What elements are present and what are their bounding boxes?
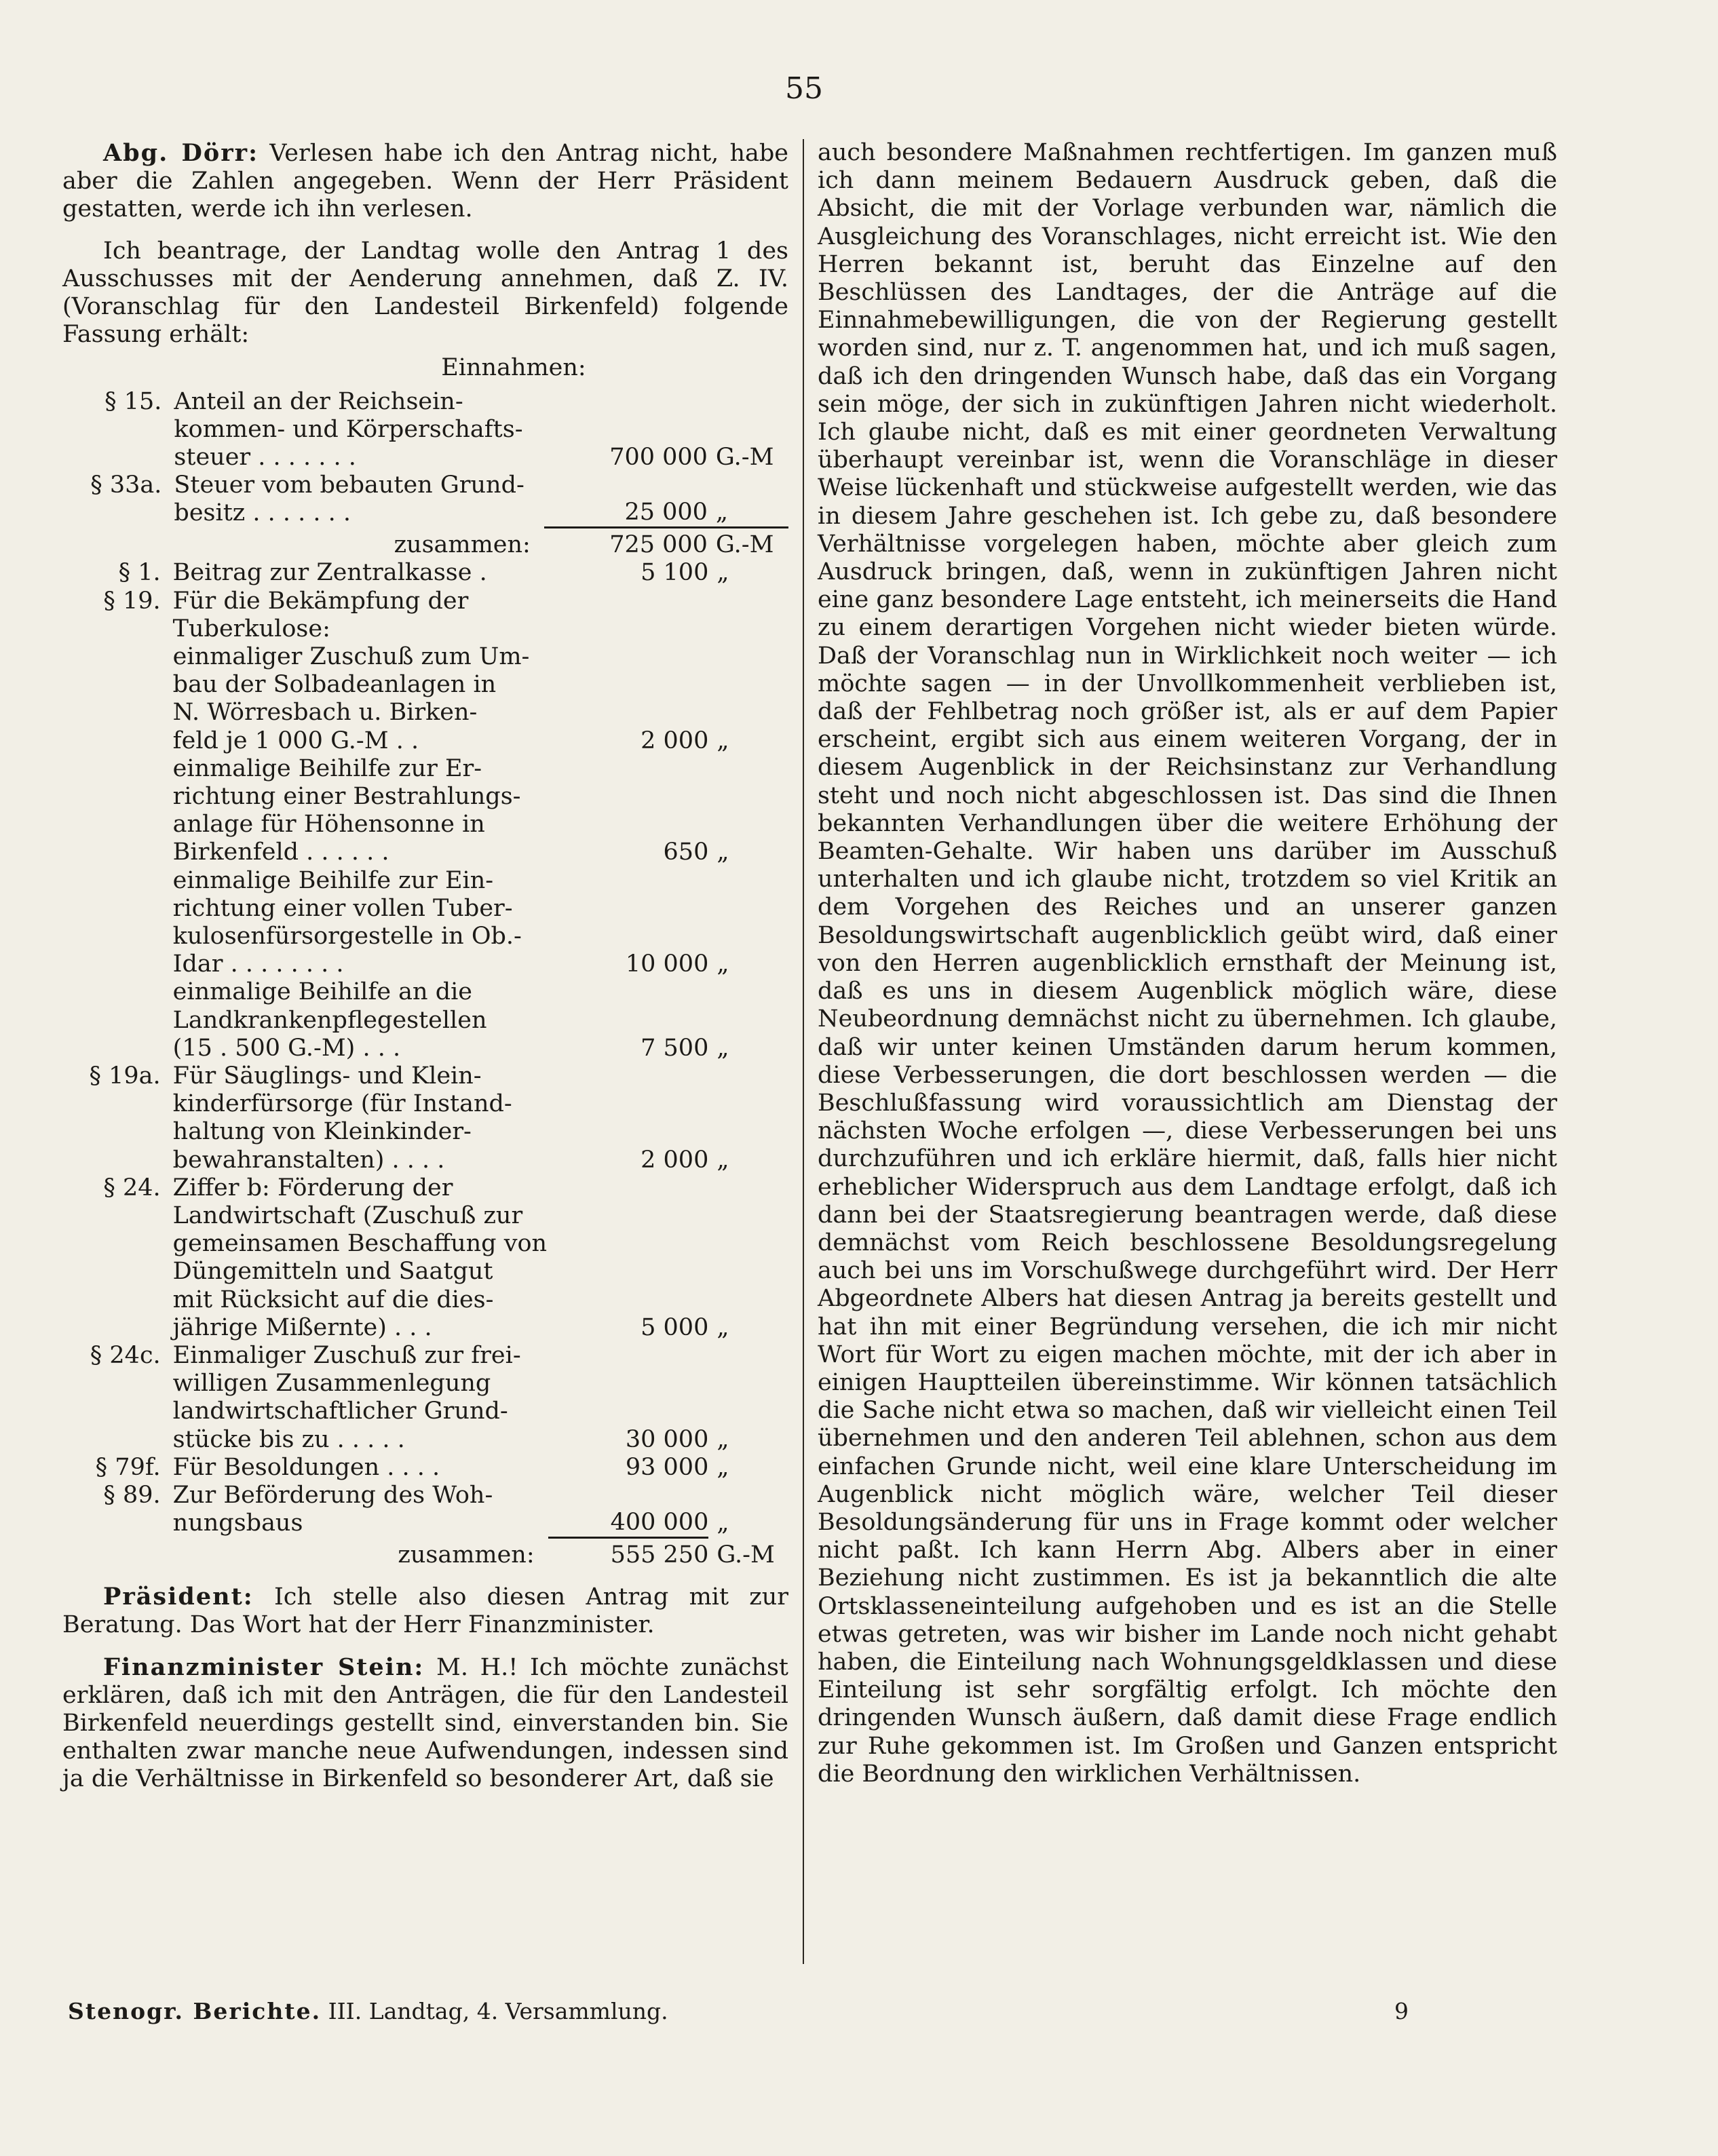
right-column	[818, 139, 1557, 1788]
budget-description-line: steuer . . . . . . .	[174, 444, 356, 471]
paragraph-motion: Ich beantrage, der Landtag wolle den Antrag 1 des Ausschusses mit der Aenderung annehmen, daß Z. IV. (Voranschlag für den Landesteil Birkenfeld) folgende Fassung erhält:	[62, 237, 788, 349]
budget-description-line: kommen- und Körperschafts-	[174, 415, 523, 443]
budget-section-number	[62, 978, 173, 1062]
budget-description-line: Für Säuglings- und Klein-	[172, 1062, 482, 1090]
budget-description	[173, 1482, 548, 1537]
budget-description	[174, 471, 543, 527]
footer-publication	[68, 1998, 668, 2024]
budget-unit: „	[717, 1509, 729, 1537]
budget-description-line: stücke bis zu . . . . .	[172, 1425, 405, 1453]
expense-total-row	[62, 1537, 788, 1569]
budget-unit: „	[717, 839, 729, 866]
budget-description	[173, 588, 548, 643]
speaker-doerr: Abg. Dörr:	[103, 139, 259, 167]
budget-amount	[548, 588, 709, 643]
budget-description	[173, 755, 548, 867]
budget-description-line: nungsbaus	[172, 1509, 303, 1537]
budget-description-line: kulosenfürsorgestelle in Ob.-	[172, 922, 522, 950]
expenses-row	[62, 755, 788, 867]
budget-unit: „	[717, 1313, 729, 1341]
budget-description-line: Düngemitteln und Saatgut	[172, 1258, 493, 1286]
budget-description-line: Beitrag zur Zentralkasse .	[172, 559, 487, 587]
speaker-finanzminister: Finanzminister Stein:	[103, 1653, 425, 1681]
expense-total-label: zusammen:	[398, 1541, 535, 1568]
budget-unit: „	[717, 559, 729, 587]
footer-signature-number: 9	[1394, 1998, 1409, 2024]
budget-description-line: landwirtschaftlicher Grund-	[172, 1398, 508, 1425]
expenses-row	[62, 588, 788, 643]
paragraph-praesident	[62, 1583, 788, 1639]
budget-amount: 25 000	[624, 498, 708, 526]
budget-section-number: § 89.	[103, 1482, 161, 1509]
budget-section-number: § 19a.	[89, 1062, 161, 1090]
expenses-row	[62, 867, 788, 979]
budget-amount: 7 500	[641, 1034, 709, 1062]
paragraph-finanzminister	[62, 1653, 788, 1794]
budget-unit: „	[717, 1146, 729, 1174]
paragraph-continued: auch besondere Maßnahmen rechtfertigen. Im ganzen muß ich dann meinem Bedauern Ausdruck geben, daß die Absicht, die mit der Vorlage verbunden war, nämlich die Ausgleichung des Voranschlages, nicht erreicht ist. Wie den Herren bekannt ist, beruht das Einzelne auf den Beschlüssen des Landtages, der die Anträge auf die Einnahmebewilligungen, die von der Regierung gestellt worden sind, nur z. T. angenommen hat, und ich muß sagen, daß ich den dringenden Wunsch habe, daß das ein Vorgang sein möge, der sich in zukünftigen Jahren nicht wiederholt. Ich glaube nicht, daß es mit einer geordneten Verwaltung überhaupt vereinbar ist, wenn die Voranschläge in dieser Weise lückenhaft und stückweise aufgestellt werden, wie das in diesem Jahre geschehen ist. Ich gebe zu, daß besondere Verhältnisse vorgelegen haben, möchte aber gleich zum Ausdruck bringen, daß, wenn in zukünftigen Jahren nicht eine ganz besondere Lage entsteht, ich meinerseits die Hand zu einem derartigen Vorgehen nicht wieder bieten würde. Daß der Voranschlag nun in Wirklichkeit noch weiter — ich möchte sagen — in der Unvollkommenheit verblieben ist, daß der Fehlbetrag noch größer ist, als er auf dem Papier erscheint, ergibt sich aus einem weiteren Vorgang, der in diesem Augenblick in der Reichsinstanz zur Verhandlung steht und noch nicht abgeschlossen ist. Das sind die Ihnen bekannten Verhandlungen über die weitere Erhöhung der Beamten-Gehalte. Wir haben uns darüber im Ausschuß unterhalten und ich glaube nicht, trotzdem so viel Kritik an dem Vorgehen des Reiches und an unserer ganzen Besoldungswirtschaft augenblicklich geübt wird, daß einer von den Herren augenblicklich ernsthaft der Meinung ist, daß es uns in diesem Augenblick möglich wäre, diese Neubeordnung demnächst nicht zu übernehmen. Ich glaube, daß wir unter keinen Umständen darum herum kommen, diese Verbesserungen, die dort beschlossen werden — die Beschlußfassung wird voraussichtlich am Dienstag der nächsten Woche erfolgen —, diese Verbesserungen bei uns durchzuführen und ich erkläre hiermit, daß, falls hier nicht erheblicher Widerspruch aus dem Landtage erfolgt, daß ich dann bei der Staatsregierung beantragen werde, daß diese demnächst vom Reich beschlossene Besoldungsregelung auch bei uns im Vorschußwege durchgeführt wird. Der Herr Abgeordnete Albers hat diesen Antrag ja bereits gestellt und hat ihn mit einer Begründung versehen, die ich mir nicht Wort für Wort zu eigen machen möchte, mit der ich aber in einigen Hauptteilen übereinstimme. Wir können tatsächlich die Sache nicht etwa so machen, daß wir vielleicht einen Teil übernehmen und den anderen Teil ablehnen, schon aus dem einfachen Grunde nicht, weil eine klare Unterscheidung im Augenblick nicht möglich wäre, welcher Teil dieser Besoldungsänderung für uns in Frage kommt oder welcher nicht paßt. Ich kann Herrn Abg. Albers aber in einer Beziehung nicht zustimmen. Es ist ja bekanntlich die alte Ortsklasseneinteilung aufgehoben und es ist an die Stelle etwas getreten, was wir bisher im Lande noch nicht gehabt haben, die Einteilung nach Wohnungsgeldklassen und diese Einteilung ist sehr sorgfältig erfolgt. Ich möchte den dringenden Wunsch äußern, daß damit diese Frage endlich zur Ruhe gekommen ist. Im Großen und Ganzen entspricht die Beordnung den wirklichen Verhältnissen.	[818, 139, 1557, 1788]
budget-description-line: besitz . . . . . . .	[174, 499, 351, 527]
budget-description-line: Einmaliger Zuschuß zur frei-	[172, 1342, 521, 1370]
budget-description-line: Für Besoldungen . . . .	[172, 1453, 440, 1481]
budget-section-number: § 33a.	[90, 471, 162, 499]
budget-description	[173, 559, 548, 587]
budget-section-number: § 79f.	[95, 1453, 161, 1481]
budget-description-line: mit Rücksicht auf die dies-	[172, 1286, 494, 1313]
paragraph-doerr	[62, 139, 788, 224]
doerr-text: Verlesen habe ich den Antrag nicht, habe aber die Zahlen angegeben. Wenn der Herr Präsident gestatten, werde ich ihn verlesen.	[62, 140, 788, 223]
budget-amount: 2 000	[641, 1146, 709, 1174]
budget-amount: 93 000	[625, 1453, 709, 1481]
expenses-row	[62, 1454, 788, 1482]
expense-total-amount: 555 250	[548, 1537, 709, 1569]
budget-section-number	[62, 867, 173, 979]
budget-description-line: richtung einer Bestrahlungs-	[172, 782, 521, 810]
income-table	[62, 388, 788, 560]
footer-session: III. Landtag, 4. Versammlung.	[328, 1998, 668, 2024]
income-total-unit: G.-M	[708, 528, 788, 560]
speaker-praesident: Präsident:	[103, 1583, 254, 1611]
budget-description	[173, 1454, 548, 1482]
left-column	[62, 139, 788, 1794]
budget-description-line: einmalige Beihilfe zur Er-	[172, 754, 482, 782]
budget-description	[173, 978, 548, 1062]
budget-description-line: Zur Beförderung des Woh-	[172, 1482, 493, 1509]
budget-description-line: Landkrankenpflegestellen	[172, 1006, 487, 1034]
budget-description-line: willigen Zusammenlegung	[172, 1370, 491, 1398]
budget-amount: 5 000	[641, 1313, 709, 1341]
budget-unit: „	[717, 950, 729, 978]
budget-description	[173, 867, 548, 979]
budget-description-line: Steuer vom bebauten Grund-	[174, 471, 524, 499]
budget-description-line: einmalige Beihilfe zur Ein-	[172, 866, 494, 894]
budget-amount: 5 100	[641, 559, 709, 587]
income-row	[62, 388, 788, 472]
budget-section-number	[62, 643, 173, 755]
income-row	[62, 471, 788, 527]
budget-description-line: richtung einer vollen Tuber-	[172, 894, 513, 922]
budget-section-number: § 24c.	[90, 1342, 161, 1370]
budget-section-number: § 24.	[103, 1174, 161, 1201]
budget-description-line: einmaliger Zuschuß zum Um-	[172, 642, 530, 670]
budget-description-line: bau der Solbadeanlagen in	[172, 671, 497, 699]
budget-unit: „	[715, 498, 729, 526]
budget-description-line: Idar . . . . . . . .	[172, 950, 344, 978]
budget-description-line: jährige Mißernte) . . .	[172, 1313, 432, 1341]
budget-description-line: bewahranstalten) . . . .	[172, 1146, 445, 1174]
income-total-label: zusammen:	[394, 531, 531, 559]
budget-description-line: Birkenfeld . . . . . .	[172, 839, 389, 866]
budget-section-number	[62, 755, 173, 867]
budget-description	[174, 388, 543, 472]
expenses-row	[62, 643, 788, 755]
column-divider	[803, 139, 804, 1964]
expense-total-unit: G.-M	[717, 1541, 775, 1568]
budget-description-line: Für die Bekämpfung der	[172, 587, 469, 615]
expenses-row	[62, 1062, 788, 1174]
expenses-row	[62, 559, 788, 587]
budget-description	[173, 1062, 548, 1174]
budget-description-line: kinderfürsorge (für Instand-	[172, 1090, 512, 1118]
budget-unit: „	[717, 1453, 729, 1481]
footer-bold: Stenogr. Berichte.	[68, 1998, 322, 2024]
income-total-row	[62, 528, 788, 560]
income-total-amount: 725 000	[544, 528, 708, 560]
expenses-row	[62, 1482, 788, 1537]
budget-unit: G.-M	[715, 444, 774, 471]
budget-description-line: Anteil an der Reichsein-	[174, 387, 463, 415]
budget-unit	[708, 588, 788, 643]
page-number: 55	[785, 71, 823, 106]
budget-description-line: (15 . 500 G.-M) . . .	[172, 1034, 401, 1062]
budget-section-number: § 15.	[104, 387, 162, 415]
budget-description	[173, 1174, 548, 1342]
budget-description	[173, 1342, 548, 1454]
budget-section-number: § 19.	[103, 587, 161, 615]
budget-amount: 400 000	[610, 1508, 709, 1536]
expenses-row	[62, 1174, 788, 1342]
budget-section-number: § 1.	[118, 559, 161, 587]
expenses-row	[62, 1342, 788, 1454]
budget-description-line: Landwirtschaft (Zuschuß zur	[172, 1202, 523, 1230]
budget-unit: „	[717, 1034, 729, 1062]
budget-description-line: haltung von Kleinkinder-	[172, 1118, 472, 1146]
budget-amount: 700 000	[609, 444, 708, 471]
budget-description-line: Tuberkulose:	[172, 615, 330, 642]
income-heading: Einnahmen:	[441, 354, 586, 382]
expense-table	[62, 559, 788, 1569]
budget-amount: 2 000	[641, 727, 709, 754]
budget-description-line: einmalige Beihilfe an die	[172, 978, 472, 1006]
budget-description-line: N. Wörresbach u. Birken-	[172, 699, 478, 727]
budget-description-line: gemeinsamen Beschaffung von	[172, 1230, 548, 1258]
budget-description-line: Ziffer b: Förderung der	[172, 1174, 453, 1201]
budget-unit: „	[717, 1425, 729, 1453]
budget-amount: 30 000	[625, 1425, 709, 1453]
budget-description	[173, 643, 548, 755]
budget-unit: „	[717, 727, 729, 754]
budget-description-line: anlage für Höhensonne in	[172, 811, 485, 839]
budget-description-line: feld je 1 000 G.-M . .	[172, 727, 419, 754]
budget-amount: 650	[663, 839, 709, 866]
budget-amount: 10 000	[625, 950, 709, 978]
expenses-row	[62, 978, 788, 1062]
praesident-text: Ich stelle also diesen Antrag mit zur Beratung. Das Wort hat der Herr Finanzminister.	[62, 1583, 788, 1639]
finanzminister-text: M. H.! Ich möchte zunächst erklären, daß ich mit den Anträgen, die für den Landesteil Birkenfeld neuerdings gestellt sind, einverstanden bin. Sie enthalten zwar manche neue Aufwendungen, indessen sind ja die Verhältnisse in Birkenfeld so besonderer Art, daß sie	[62, 1653, 788, 1793]
